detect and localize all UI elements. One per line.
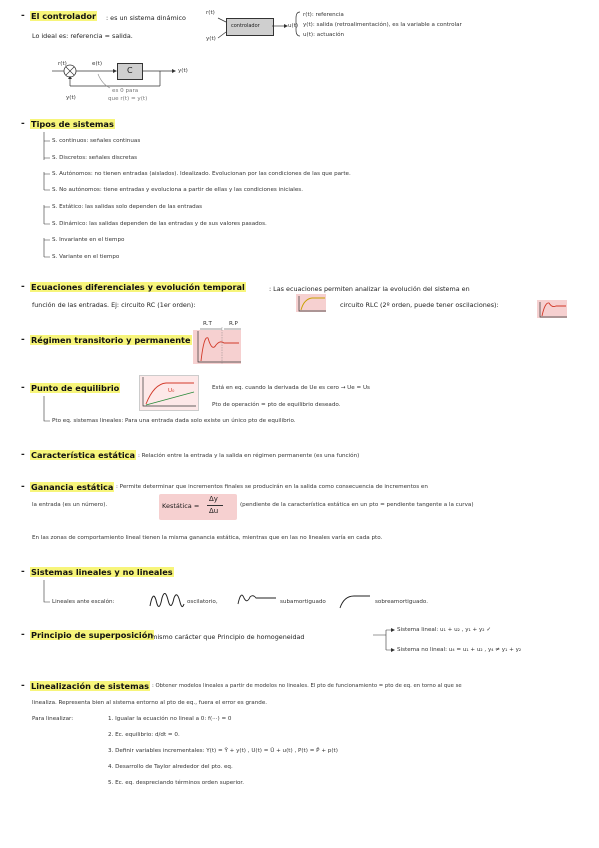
linealizacion-step: 2. Ec. equilibrio: d/dt = 0. — [108, 732, 180, 738]
section-title-tipos: Tipos de sistemas — [31, 119, 114, 129]
bullet-dash: - — [21, 383, 25, 393]
loop-r-label: r(t) — [58, 61, 67, 67]
lineales-sobre: sobreamortiguado. — [375, 599, 429, 605]
linealizacion-step: 4. Desarrollo de Taylor alrededor del pto. eq. — [108, 764, 233, 770]
ctrl-output-u: u(t) — [288, 23, 299, 29]
ganancia-l3: En las zonas de comportamiento lineal tienen la misma ganancia estática, mientras que en las no lineales varía en cada pto. — [32, 535, 383, 541]
lineales-l1: Lineales ante escalón: — [52, 599, 115, 605]
tipos-item: S. Autónomos: no tienen entradas (aislados). Idealizado. Evolucionan por las condiciones de las que parte. — [52, 171, 351, 177]
section-title-linealizacion: Linealización de sistemas — [31, 681, 150, 691]
ctrl-legend-1: y(t): salida (retroalimentación), es la variable a controlar — [303, 22, 462, 28]
section-title-caracteristica: Característica estática — [31, 450, 136, 460]
bullet-dash: - — [21, 630, 25, 640]
ctrl-input-y: y(t) — [206, 36, 216, 42]
regimen-rt-label: R.T — [203, 321, 212, 327]
formula-denominator: Δu — [209, 507, 219, 515]
bullet-dash: - — [21, 450, 25, 460]
linealizacion-l3: Para linealizar: — [32, 716, 74, 722]
linealizacion-step: 3. Definir variables incrementales: Y(t) = Ȳ + y(t) , U(t) = Ū + u(t) , P(t) = P̄ + p(t) — [108, 748, 338, 754]
ctrl-legend-0: r(t): referencia — [303, 12, 344, 18]
section-title-controlador: El controlador — [31, 11, 96, 21]
bullet-dash: - — [21, 119, 25, 129]
section-title-equilibrio: Punto de equilibrio — [31, 383, 120, 393]
loop-note-0: es 0 para — [112, 88, 139, 94]
ecuaciones-line2: función de las entradas. Ej: circuito RC (1er orden): — [32, 301, 196, 309]
superposicion-b1: Sistema lineal: u₁ + u₂ , y₁ + y₂ ✓ — [397, 627, 492, 633]
lineales-sub: subamortiguado — [280, 599, 326, 605]
equilibrio-graph-label: U₀ — [168, 388, 175, 394]
linealizacion-l1: : Obtener modelos lineales a partir de modelos no lineales. El pto de funcionamiento = pto de eq. en torno al que se — [152, 683, 462, 689]
section-title-ecuaciones: Ecuaciones diferenciales y evolución temporal — [31, 282, 245, 292]
bullet-dash: - — [21, 282, 25, 292]
section-title-regimen: Régimen transitorio y permanente — [31, 335, 191, 345]
tipos-item: S. Dinámico: las salidas dependen de las entradas y de sus valores pasados. — [52, 221, 267, 227]
formula-k-label: Kestática = — [162, 502, 200, 510]
superposicion-text: : mismo carácter que Principio de homogeneidad — [147, 633, 305, 641]
ganancia-l2b: (pendiente de la característica estática en un pto = pendiente tangente a la curva) — [240, 502, 474, 508]
section-title-superposicion: Principio de superposición — [31, 630, 154, 640]
tipos-item: S. Variante en el tiempo — [52, 254, 120, 260]
tipos-item: S. continuos: señales continuas — [52, 138, 141, 144]
linealizacion-l2: linealiza. Representa bien al sistema entorno al pto de eq., fuera el error es grande. — [32, 700, 268, 706]
bullet-dash: - — [21, 567, 25, 577]
formula-numerator: Δy — [209, 495, 218, 503]
ganancia-l2: la entrada (es un número). — [32, 502, 108, 508]
ecuaciones-line1: : Las ecuaciones permiten analizar la evolución del sistema en — [269, 285, 470, 293]
linealizacion-step: 5. Ec. eq. despreciando términos orden superior. — [108, 780, 244, 786]
tipos-item: S. Estático: las salidas solo dependen de las entradas — [52, 204, 203, 210]
loop-c-label: C — [127, 66, 133, 75]
equilibrio-l1: Está en eq. cuando la derivada de Ue es cero → Ue = Us — [212, 385, 370, 391]
equilibrio-l3: Pto eq. sistemas lineales: Para una entrada dada solo existe un único pto de equilibrio. — [52, 418, 296, 424]
ctrl-legend-2: u(t): actuación — [303, 32, 345, 38]
tipos-item: S. Discretos: señales discretas — [52, 155, 138, 161]
bullet-dash: - — [21, 11, 25, 21]
loop-y-label: y(t) — [178, 68, 188, 74]
bullet-dash: - — [21, 482, 25, 492]
controller-block-label: controlador — [231, 23, 260, 29]
bullet-dash: - — [21, 335, 25, 345]
equilibrio-l2: Pto de operación = pto de equilibrio deseado. — [212, 402, 341, 408]
regimen-rp-label: R.P — [229, 321, 238, 327]
section-title-ganancia: Ganancia estática — [31, 482, 114, 492]
rlc-label: circuito RLC (2º orden, puede tener oscilaciones): — [340, 301, 499, 309]
superposicion-b2: Sistema no lineal: u₄ = u₁ + u₂ , y₄ ≠ y₁ + y₂ — [397, 647, 522, 653]
bullet-dash: - — [21, 681, 25, 691]
controlador-desc: : es un sistema dinámico — [106, 14, 186, 22]
ctrl-input-r: r(t) — [206, 10, 215, 16]
controlador-desc2: Lo ideal es: referencia = salida. — [32, 32, 133, 40]
tipos-item: S. No autónomos: tiene entradas y evoluciona a partir de ellas y las condiciones iniciales. — [52, 187, 303, 193]
section-title-lineales: Sistemas lineales y no lineales — [31, 567, 173, 577]
loop-fb-label: y(t) — [66, 95, 76, 101]
linealizacion-step: 1. Igualar la ecuación no lineal a 0: f(···) = 0 — [108, 716, 232, 722]
loop-note-1: que r(t) = y(t) — [108, 96, 148, 102]
lineales-osc: oscilatorio, — [187, 599, 218, 605]
caracteristica-text: : Relación entre la entrada y la salida en régimen permanente (es una función) — [138, 453, 360, 459]
loop-e-label: e(t) — [92, 61, 102, 67]
tipos-item: S. Invariante en el tiempo — [52, 237, 125, 243]
ganancia-l1: : Permite determinar que incrementos finales se producirán en la salida como consecuencia de incrementos en — [116, 484, 428, 490]
